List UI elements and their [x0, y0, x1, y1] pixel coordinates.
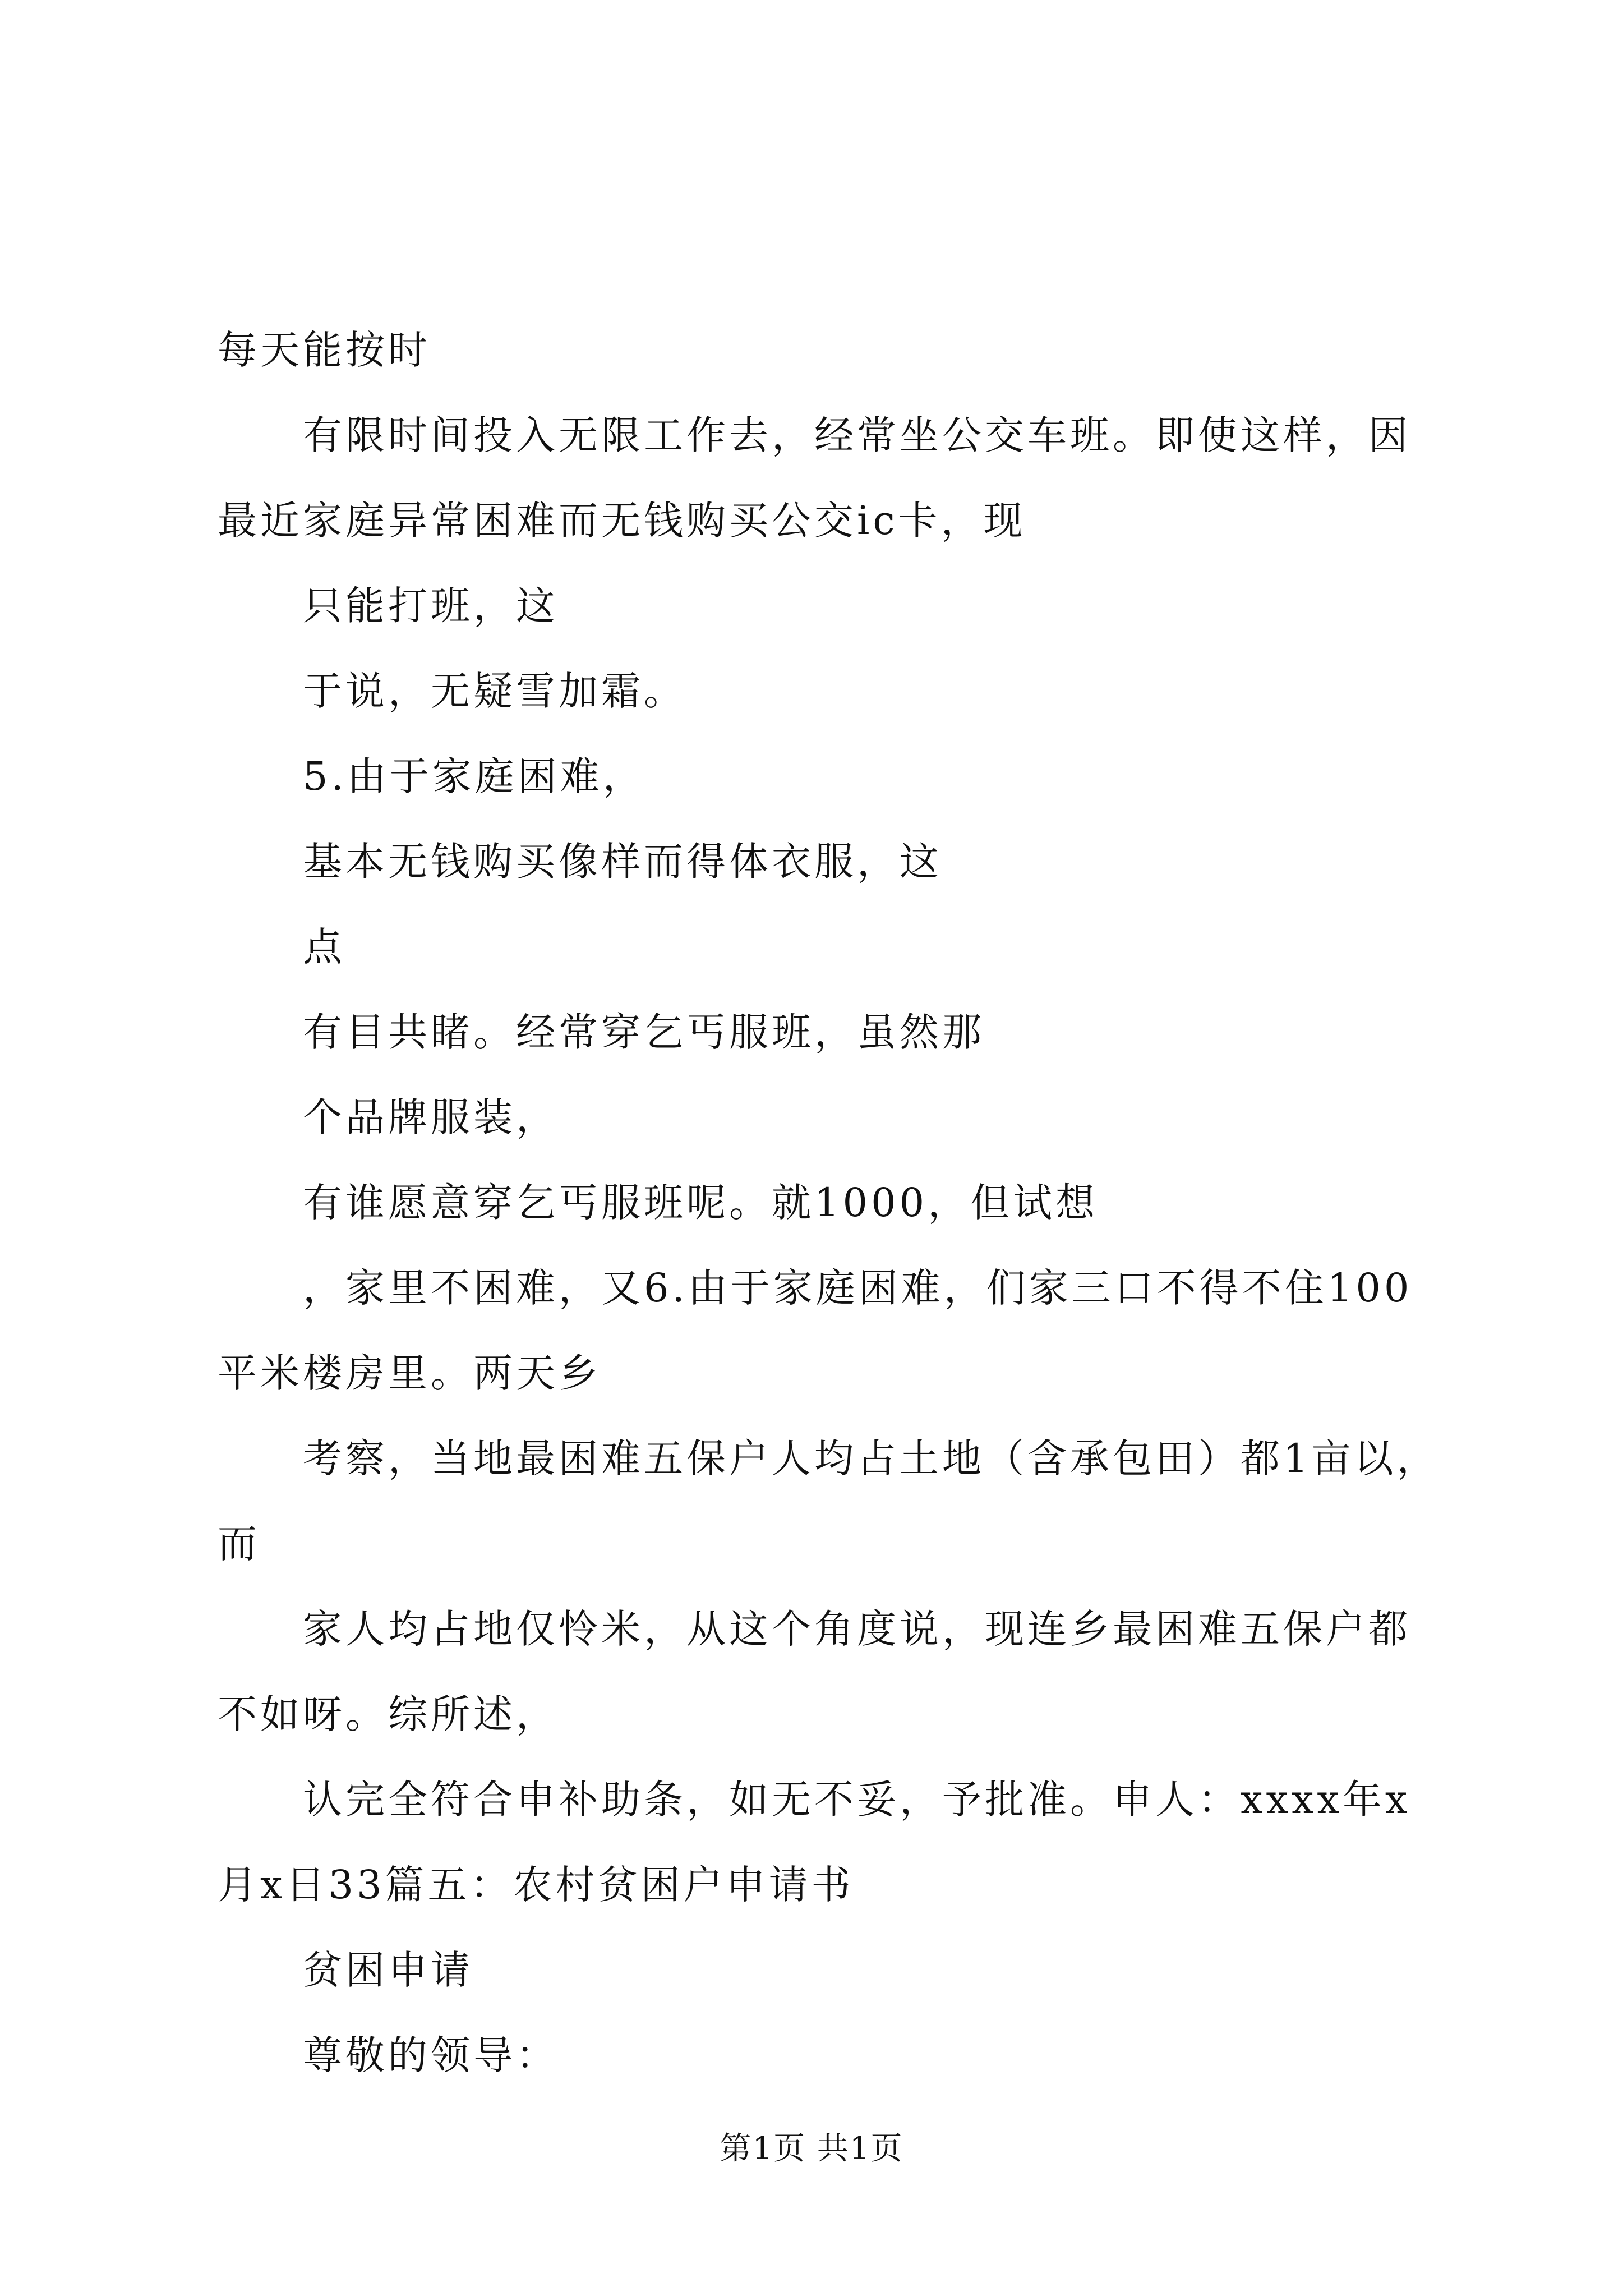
paragraph: 考察，当地最困难五保户人均占土地（含承包田）都1亩以，而	[218, 1435, 1440, 1567]
paragraph: 认完全符合申补助条，如无不妥，予批准。申人：xxxx年x月x日33篇五：农村贫困户申请书	[218, 1777, 1411, 1908]
paragraph: 5.由于家庭困难，	[303, 753, 645, 799]
paragraph: 贫困申请	[303, 1947, 473, 1993]
paragraph: 有目共睹。经常穿乞丐服班，虽然那	[303, 1009, 985, 1055]
paragraph: 家人均占地仅怜米，从这个角度说，现连乡最困难五保户都不如呀。综所述，	[218, 1606, 1411, 1737]
page-footer: 第1页 共1页	[720, 2131, 903, 2167]
paragraph: 尊敬的领导：	[303, 2032, 559, 2078]
paragraph: 点	[303, 924, 345, 970]
paragraph: 于说，无疑雪加霜。	[303, 668, 686, 714]
paragraph: 有限时间投入无限工作去，经常坐公交车班。即使这样，因最近家庭异常困难而无钱购买公交ic卡，现	[218, 412, 1411, 544]
paragraph: 个品牌服装，	[303, 1094, 559, 1140]
paragraph: 基本无钱购买像样而得体衣服，这	[303, 839, 942, 885]
paragraph: 有谁愿意穿乞丐服班呢。就1000，但试想	[303, 1180, 1099, 1226]
paragraph: 每天能按时	[218, 327, 431, 373]
document-body	[218, 307, 1440, 2098]
paragraph: ，家里不困难，又6.由于家庭困难，们家三口不得不住100平米楼房里。两天乡	[218, 1265, 1413, 1396]
paragraph: 只能打班，这	[303, 583, 559, 629]
